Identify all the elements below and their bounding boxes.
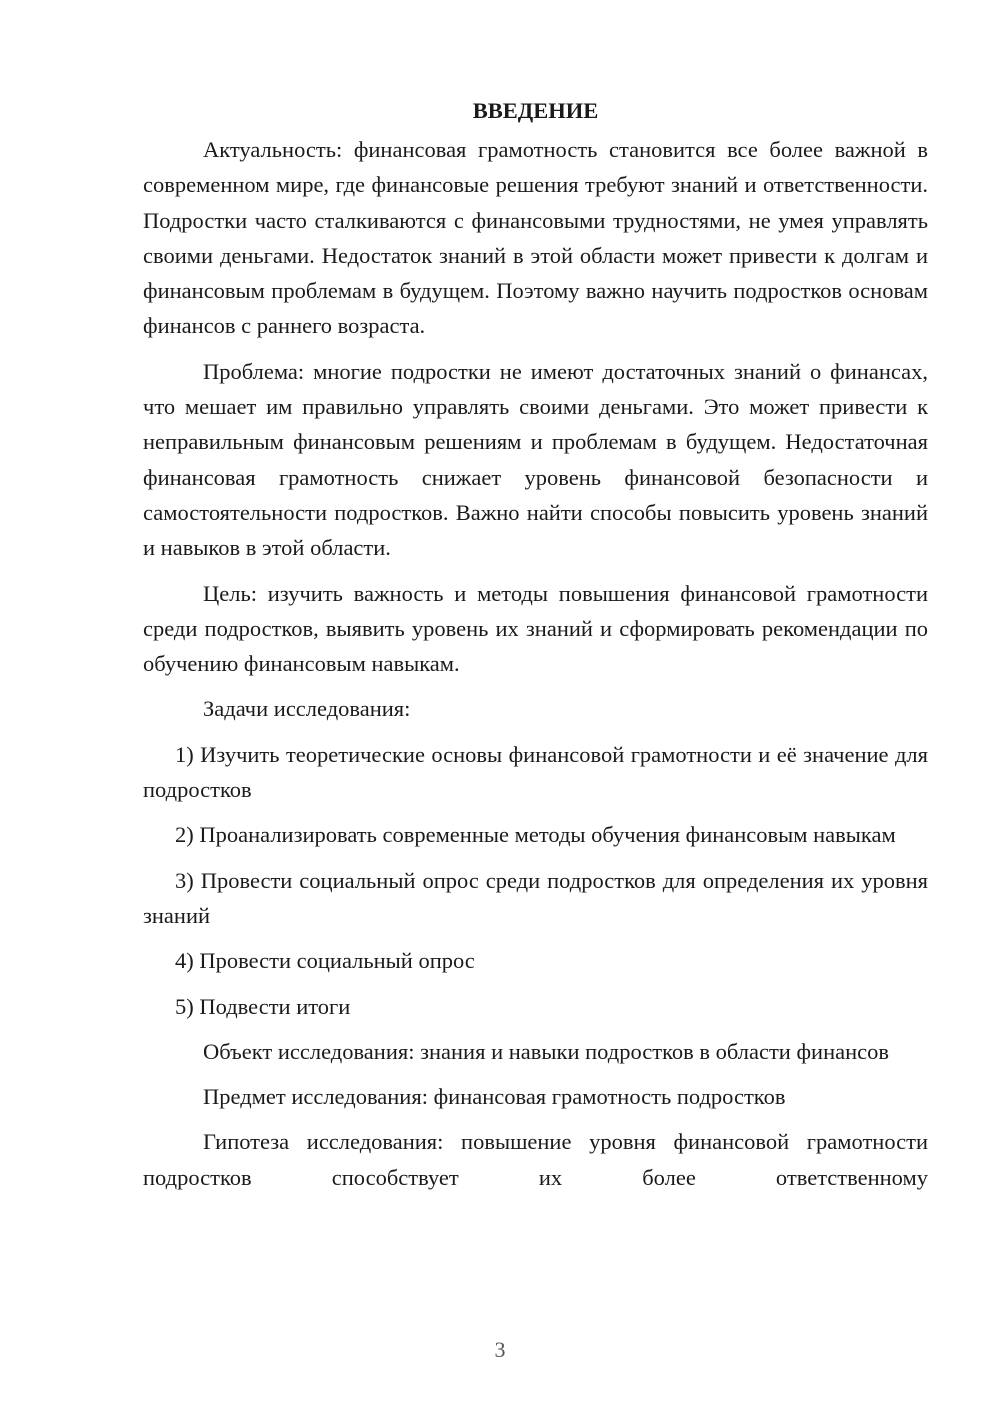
paragraph-hypothesis: Гипотеза исследования: повышение уровня финансовой грамотности подростков способствует их более ответственному bbox=[143, 1129, 928, 1190]
task-item-5: 5) Подвести итоги bbox=[175, 993, 351, 1019]
paragraph-tasks-heading: Задачи исследования: bbox=[203, 696, 411, 722]
paragraph-object: Объект исследования: знания и навыки подростков в области финансов bbox=[203, 1038, 889, 1064]
section-title: ВВЕДЕНИЕ bbox=[472, 98, 599, 123]
page-body bbox=[143, 93, 928, 1195]
paragraph-problem: Проблема: многие подростки не имеют достаточных знаний о финансах, что мешает им правильно управлять своими деньгами. Это может привести к неправильным финансовым решениям и проблемам в будущем. Недостаточная финансовая грамотность снижает уровень финансовой безопасности и самостоятельности подростков. Важно найти способы повысить уровень знаний и навыков в этой области. bbox=[143, 358, 928, 561]
task-item-3: 3) Провести социальный опрос среди подростков для определения их уровня знаний bbox=[143, 867, 928, 928]
task-item-2: 2) Проанализировать современные методы обучения финансовым навыкам bbox=[175, 822, 896, 848]
paragraph-goal: Цель: изучить важность и методы повышения финансовой грамотности среди подростков, выявить уровень их знаний и сформировать рекомендации по обучению финансовым навыкам. bbox=[143, 580, 928, 677]
task-item-1: 1) Изучить теоретические основы финансовой грамотности и её значение для подростков bbox=[143, 741, 928, 803]
task-item-4: 4) Провести социальный опрос bbox=[175, 948, 475, 974]
paragraph-relevance: Актуальность: финансовая грамотность становится все более важной в современном мире, где финансовые решения требуют знаний и ответственности. Подростки часто сталкиваются с финансовыми трудностями, не умея управлять своими деньгами. Недостаток знаний в этой области может привести к долгам и финансовым проблемам в будущем. Поэтому важно научить подростков основам финансов с раннего возраста. bbox=[143, 137, 928, 339]
page-number: 3 bbox=[494, 1337, 506, 1362]
paragraph-subject: Предмет исследования: финансовая грамотность подростков bbox=[203, 1084, 786, 1110]
